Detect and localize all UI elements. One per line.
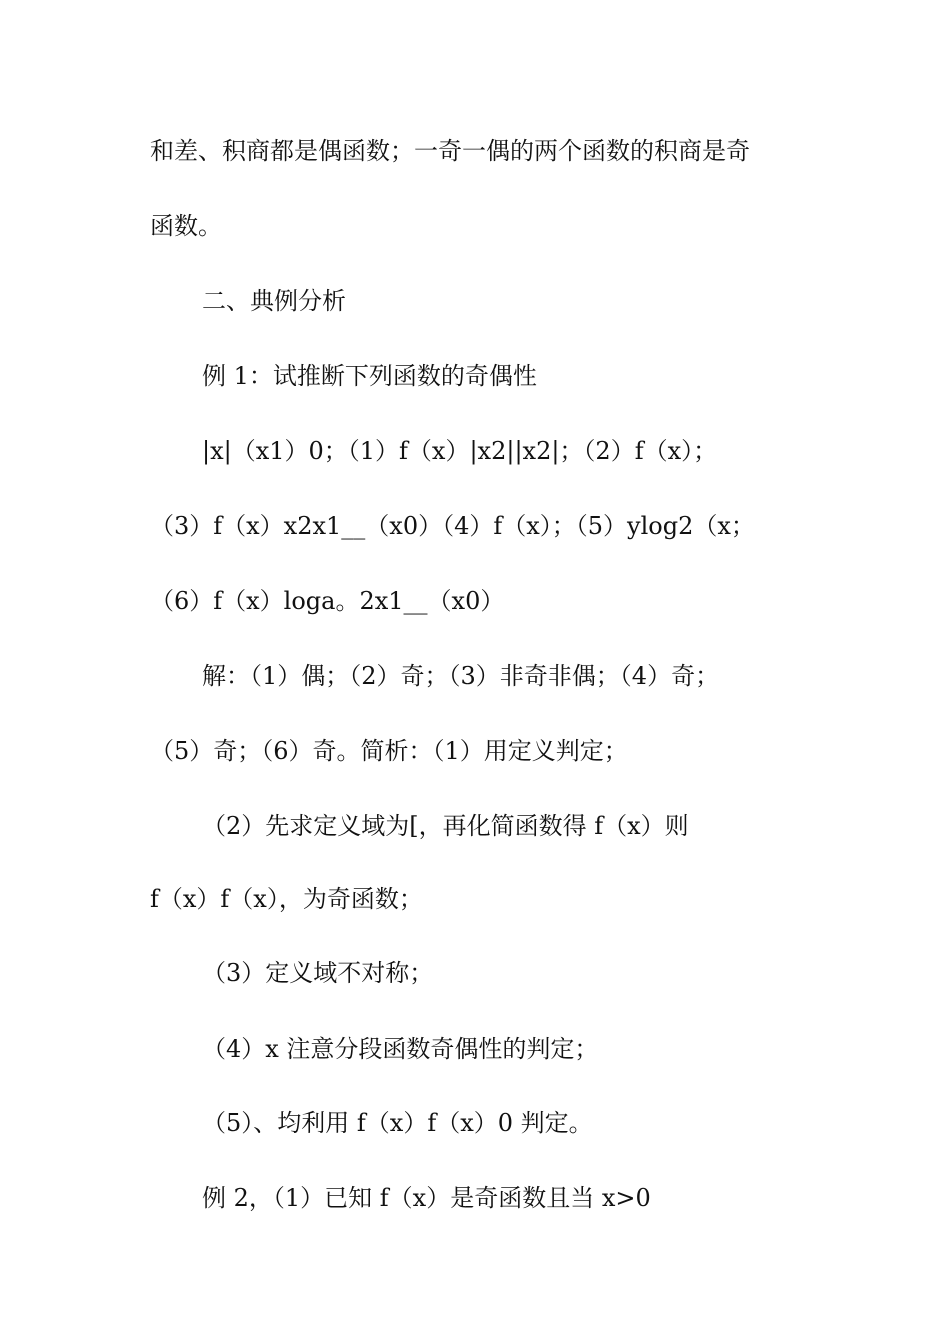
solution-line-2: （5）奇；（6）奇。简析：（1）用定义判定； (150, 737, 628, 765)
text-line-7: （6）f（x）loga。2x1__（x0） (150, 587, 505, 615)
analysis-line-5: （5）、均利用 f（x）f（x）0 判定。 (202, 1109, 593, 1137)
text-line-2: 函数。 (150, 212, 222, 240)
analysis-line-2: （2）先求定义域为[，再化简函数得 f（x）则 (202, 812, 689, 840)
analysis-line-3: （3）定义域不对称； (202, 959, 434, 987)
example-2-title: 例 2，（1）已知 f（x）是奇函数且当 x>0 (202, 1184, 651, 1212)
example-1-title: 例 1：试推断下列函数的奇偶性 (202, 362, 537, 390)
analysis-line-2-cont: f（x）f（x），为奇函数； (150, 885, 423, 913)
section-heading: 二、典例分析 (202, 287, 346, 315)
solution-line-1: 解：（1）偶；（2）奇；（3）非奇非偶；（4）奇； (202, 662, 720, 690)
analysis-line-4: （4）x 注意分段函数奇偶性的判定； (202, 1035, 599, 1063)
text-line-6: （3）f（x）x2x1__（x0）（4）f（x）；（5）ylog2（x； (150, 512, 755, 540)
text-line-1: 和差、积商都是偶函数；一奇一偶的两个函数的积商是奇 (150, 137, 750, 165)
text-line-5: |x|（x1）0；（1）f（x）|x2||x2|；（2）f（x）； (202, 437, 718, 465)
